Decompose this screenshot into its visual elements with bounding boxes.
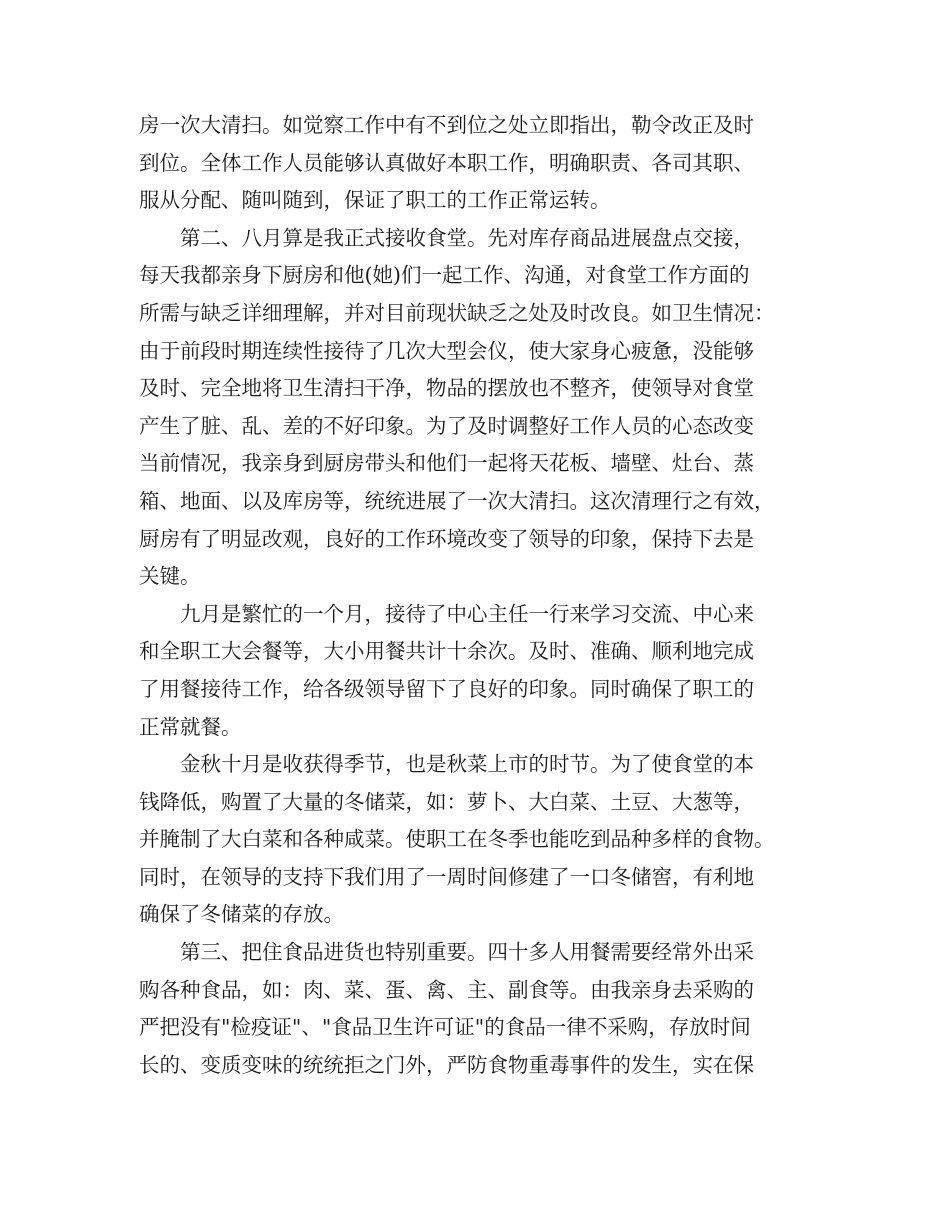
text-line: 及时、完全地将卫生清扫干净，物品的摆放也不整齐，使领导对食堂 — [139, 376, 754, 401]
document-body — [139, 107, 839, 1084]
text-line: 到位。全体工作人员能够认真做好本职工作，明确职责、各司其职、 — [139, 150, 754, 175]
text-line: 并腌制了大白菜和各种咸菜。使职工在冬季也能吃到品种多样的食物。 — [139, 827, 775, 852]
text-line: 第三、把住食品进货也特别重要。四十多人用餐需要经常外出采 — [180, 940, 754, 965]
text-line: 长的、变质变味的统统拒之门外，严防食物重毒事件的发生，实在保 — [139, 1052, 754, 1077]
text-line: 房一次大清扫。如觉察工作中有不到位之处立即指出，勒令改正及时 — [139, 113, 754, 137]
text-line: 服从分配、随叫随到，保证了职工的工作正常运转。 — [139, 188, 611, 213]
text-line: 由于前段时期连续性接待了几次大型会仪，使大家身心疲惫，没能够 — [139, 338, 754, 363]
text-line: 厨房有了明显改观，良好的工作环境改变了领导的印象，保持下去是 — [139, 526, 754, 551]
text-line: 严把没有"检疫证"、"食品卫生许可证"的食品一律不采购，存放时间 — [139, 1015, 751, 1040]
text-line: 第二、八月算是我正式接收食堂。先对库存商品进展盘点交接， — [180, 225, 754, 250]
text-line: 了用餐接待工作，给各级领导留下了良好的印象。同时确保了职工的 — [139, 676, 754, 701]
text-line: 当前情况，我亲身到厨房带头和他们一起将天花板、墙壁、灶台、蒸 — [139, 451, 754, 476]
text-line: 和全职工大会餐等，大小用餐共计十余次。及时、准确、顺利地完成 — [139, 639, 754, 664]
text-line: 同时，在领导的支持下我们用了一周时间修建了一口冬储窖，有利地 — [139, 864, 754, 889]
text-line: 确保了冬储菜的存放。 — [139, 902, 344, 927]
text-line: 每天我都亲身下厨房和他(她)们一起工作、沟通，对食堂工作方面的 — [139, 263, 750, 288]
text-line: 产生了脏、乱、差的不好印象。为了及时调整好工作人员的心态改变 — [139, 413, 754, 438]
text-line: 箱、地面、以及库房等，统统进展了一次大清扫。这次清理行之有效， — [139, 488, 775, 513]
text-line: 金秋十月是收获得季节，也是秋菜上市的时节。为了使食堂的本 — [180, 752, 754, 777]
text-line: 钱降低，购置了大量的冬储菜，如：萝卜、大白菜、土豆、大葱等， — [139, 789, 754, 814]
text-line: 购各种食品，如：肉、菜、蛋、禽、主、副食等。由我亲身去采购的 — [139, 977, 754, 1002]
text-line: 关键。 — [139, 564, 201, 589]
text-line: 所需与缺乏详细理解，并对目前现状缺乏之处及时改良。如卫生情况： — [139, 300, 775, 325]
text-line: 正常就餐。 — [139, 714, 242, 739]
text-line: 九月是繁忙的一个月，接待了中心主任一行来学习交流、中心来 — [180, 601, 754, 626]
